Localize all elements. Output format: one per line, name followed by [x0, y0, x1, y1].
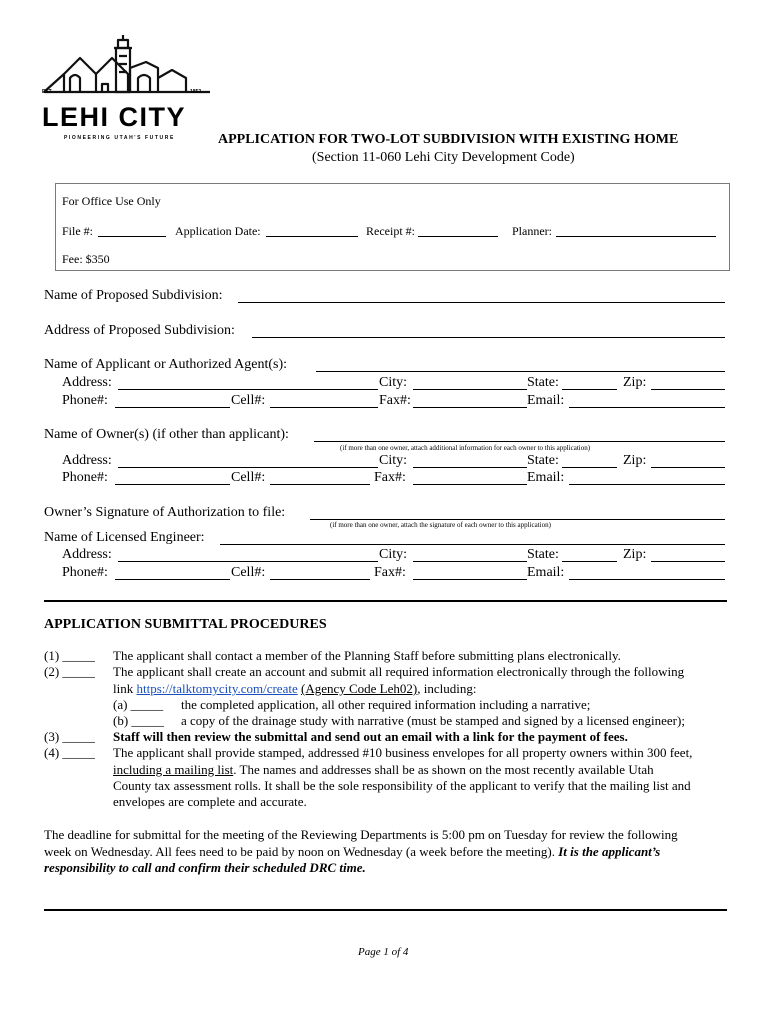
- applicant-name-field[interactable]: [316, 371, 725, 372]
- subdivision-name-label: Name of Proposed Subdivision:: [44, 288, 223, 303]
- owner-fax-label: Fax#:: [374, 470, 406, 485]
- applicant-city-label: City:: [379, 375, 408, 390]
- applicant-fax-field[interactable]: [413, 407, 527, 408]
- applicant-zip-label: Zip:: [623, 375, 647, 390]
- engineer-state-field[interactable]: [562, 561, 617, 562]
- planner-label: Planner:: [512, 224, 552, 238]
- receipt-label: Receipt #:: [366, 224, 415, 238]
- fee-label: Fee: $350: [62, 252, 110, 266]
- applicant-name-label: Name of Applicant or Authorized Agent(s):: [44, 357, 287, 372]
- owner-zip-field[interactable]: [651, 467, 725, 468]
- engineer-state-label: State:: [527, 547, 559, 562]
- owner-note: (if more than one owner, attach additional information for each owner to this application): [340, 444, 591, 452]
- page-number: Page 1 of 4: [358, 946, 409, 958]
- step-1-text: The applicant shall contact a member of the Planning Staff before submitting plans electronically.: [113, 648, 621, 663]
- step-2a-number: (a) _____: [113, 697, 164, 712]
- owner-cell-label: Cell#:: [231, 470, 266, 485]
- step-4-line2-rest: . The names and addresses shall be as shown on the most recently available Utah: [233, 762, 654, 777]
- engineer-email-field[interactable]: [569, 579, 725, 580]
- deadline-line2: [44, 844, 660, 860]
- file-number-field[interactable]: [98, 236, 166, 237]
- engineer-fax-label: Fax#:: [374, 565, 406, 580]
- procedures-heading: APPLICATION SUBMITTAL PROCEDURES: [44, 617, 327, 632]
- planner-field[interactable]: [556, 236, 716, 237]
- owner-city-label: City:: [379, 453, 408, 468]
- step-2-number: (2) _____: [44, 664, 95, 679]
- subdivision-address-field[interactable]: [252, 337, 725, 338]
- owner-address-field[interactable]: [118, 467, 378, 468]
- page-subtitle: (Section 11-060 Lehi City Development Code): [312, 150, 575, 165]
- logo-tagline: PIONEERING UTAH'S FUTURE: [64, 135, 175, 141]
- talktomycity-link[interactable]: https://talktomycity.com/create: [136, 681, 298, 696]
- owner-city-field[interactable]: [413, 467, 527, 468]
- applicant-city-field[interactable]: [413, 389, 527, 390]
- engineer-phone-field[interactable]: [115, 579, 230, 580]
- engineer-cell-label: Cell#:: [231, 565, 266, 580]
- applicant-phone-label: Phone#:: [62, 393, 108, 408]
- applicant-state-field[interactable]: [562, 389, 617, 390]
- receipt-field[interactable]: [418, 236, 498, 237]
- step-2-link-suffix: , including:: [417, 681, 477, 696]
- office-use-box: [55, 183, 730, 271]
- mailing-list-phrase: including a mailing list: [113, 762, 234, 777]
- lehi-city-logo: [42, 34, 212, 146]
- step-2b-number: (b) _____: [113, 713, 164, 728]
- engineer-zip-label: Zip:: [623, 547, 647, 562]
- step-3-text: Staff will then review the submittal and send out an email with a link for the payment of fees.: [113, 729, 628, 744]
- section-divider-bottom: [44, 909, 727, 911]
- engineer-address-label: Address:: [62, 547, 112, 562]
- engineer-fax-field[interactable]: [413, 579, 527, 580]
- owner-name-label: Name of Owner(s) (if other than applicant):: [44, 427, 289, 442]
- step-2-link-prefix: link: [113, 681, 137, 696]
- step-4-text-line1: The applicant shall provide stamped, addressed #10 business envelopes for all property owners within 300 feet,: [113, 745, 693, 760]
- deadline-line1: The deadline for submittal for the meeting of the Reviewing Departments is 5:00 pm on Tuesday for review the following: [44, 827, 678, 842]
- step-4-number: (4) _____: [44, 745, 95, 760]
- logo-name: LEHI CITY: [42, 102, 187, 132]
- subdivision-name-field[interactable]: [238, 302, 725, 303]
- applicant-email-label: Email:: [527, 393, 565, 408]
- engineer-zip-field[interactable]: [651, 561, 725, 562]
- logo-est: EST: [42, 89, 52, 95]
- engineer-phone-label: Phone#:: [62, 565, 108, 580]
- deadline-emphasis-cont: responsibility to call and confirm their scheduled DRC time.: [44, 860, 366, 875]
- step-2-text-line2: [113, 681, 476, 697]
- owner-name-field[interactable]: [314, 441, 725, 442]
- file-number-label: File #:: [62, 224, 94, 238]
- signature-note: (if more than one owner, attach the signature of each owner to this application): [330, 521, 551, 529]
- step-3-number: (3) _____: [44, 729, 95, 744]
- engineer-address-field[interactable]: [118, 561, 378, 562]
- engineer-city-field[interactable]: [413, 561, 527, 562]
- page-title: APPLICATION FOR TWO-LOT SUBDIVISION WITH EXISTING HOME: [218, 132, 679, 147]
- owner-address-label: Address:: [62, 453, 112, 468]
- step-2-text-line1: The applicant shall create an account and submit all required information electronically through the following: [113, 664, 685, 679]
- logo-year: 1852: [190, 89, 202, 95]
- applicant-phone-field[interactable]: [115, 407, 230, 408]
- applicant-state-label: State:: [527, 375, 559, 390]
- owner-phone-field[interactable]: [115, 484, 230, 485]
- owner-phone-label: Phone#:: [62, 470, 108, 485]
- deadline-line2-text: week on Wednesday. All fees need to be paid by noon on Wednesday (a week before the meeting).: [44, 844, 559, 859]
- engineer-cell-field[interactable]: [270, 579, 370, 580]
- owner-cell-field[interactable]: [270, 484, 370, 485]
- engineer-city-label: City:: [379, 547, 408, 562]
- owner-state-label: State:: [527, 453, 559, 468]
- owner-signature-field[interactable]: [310, 519, 725, 520]
- step-4-text-line2: [113, 762, 654, 778]
- engineer-name-field[interactable]: [220, 544, 725, 545]
- applicant-email-field[interactable]: [569, 407, 725, 408]
- subdivision-address-label: Address of Proposed Subdivision:: [44, 323, 235, 338]
- owner-fax-field[interactable]: [413, 484, 527, 485]
- step-4-text-line3: County tax assessment rolls. It shall be the sole responsibility of the applicant to verify that the mailing list and: [113, 778, 691, 793]
- application-date-label: Application Date:: [175, 224, 261, 238]
- owner-email-label: Email:: [527, 470, 565, 485]
- owner-signature-label: Owner’s Signature of Authorization to file:: [44, 505, 286, 520]
- applicant-address-field[interactable]: [118, 389, 378, 390]
- step-2b-text: a copy of the drainage study with narrative (must be stamped and signed by a licensed engineer);: [181, 713, 685, 728]
- owner-email-field[interactable]: [569, 484, 725, 485]
- applicant-zip-field[interactable]: [651, 389, 725, 390]
- engineer-email-label: Email:: [527, 565, 565, 580]
- office-heading: For Office Use Only: [62, 194, 161, 208]
- step-1-number: (1) _____: [44, 648, 95, 663]
- step-2a-text: the completed application, all other required information including a narrative;: [181, 697, 591, 712]
- owner-zip-label: Zip:: [623, 453, 647, 468]
- applicant-cell-field[interactable]: [270, 407, 378, 408]
- deadline-line3: [44, 860, 366, 876]
- owner-state-field[interactable]: [562, 467, 617, 468]
- engineer-name-label: Name of Licensed Engineer:: [44, 530, 205, 545]
- deadline-emphasis: It is the applicant’s: [558, 844, 661, 859]
- skyline-icon: [42, 34, 212, 100]
- applicant-address-label: Address:: [62, 375, 112, 390]
- applicant-cell-label: Cell#:: [231, 393, 266, 408]
- agency-code: (Agency Code Leh02): [300, 681, 418, 696]
- section-divider-top: [44, 600, 727, 602]
- step-4-text-line4: envelopes are complete and accurate.: [113, 794, 307, 809]
- application-date-field[interactable]: [266, 236, 358, 237]
- applicant-fax-label: Fax#:: [379, 393, 411, 408]
